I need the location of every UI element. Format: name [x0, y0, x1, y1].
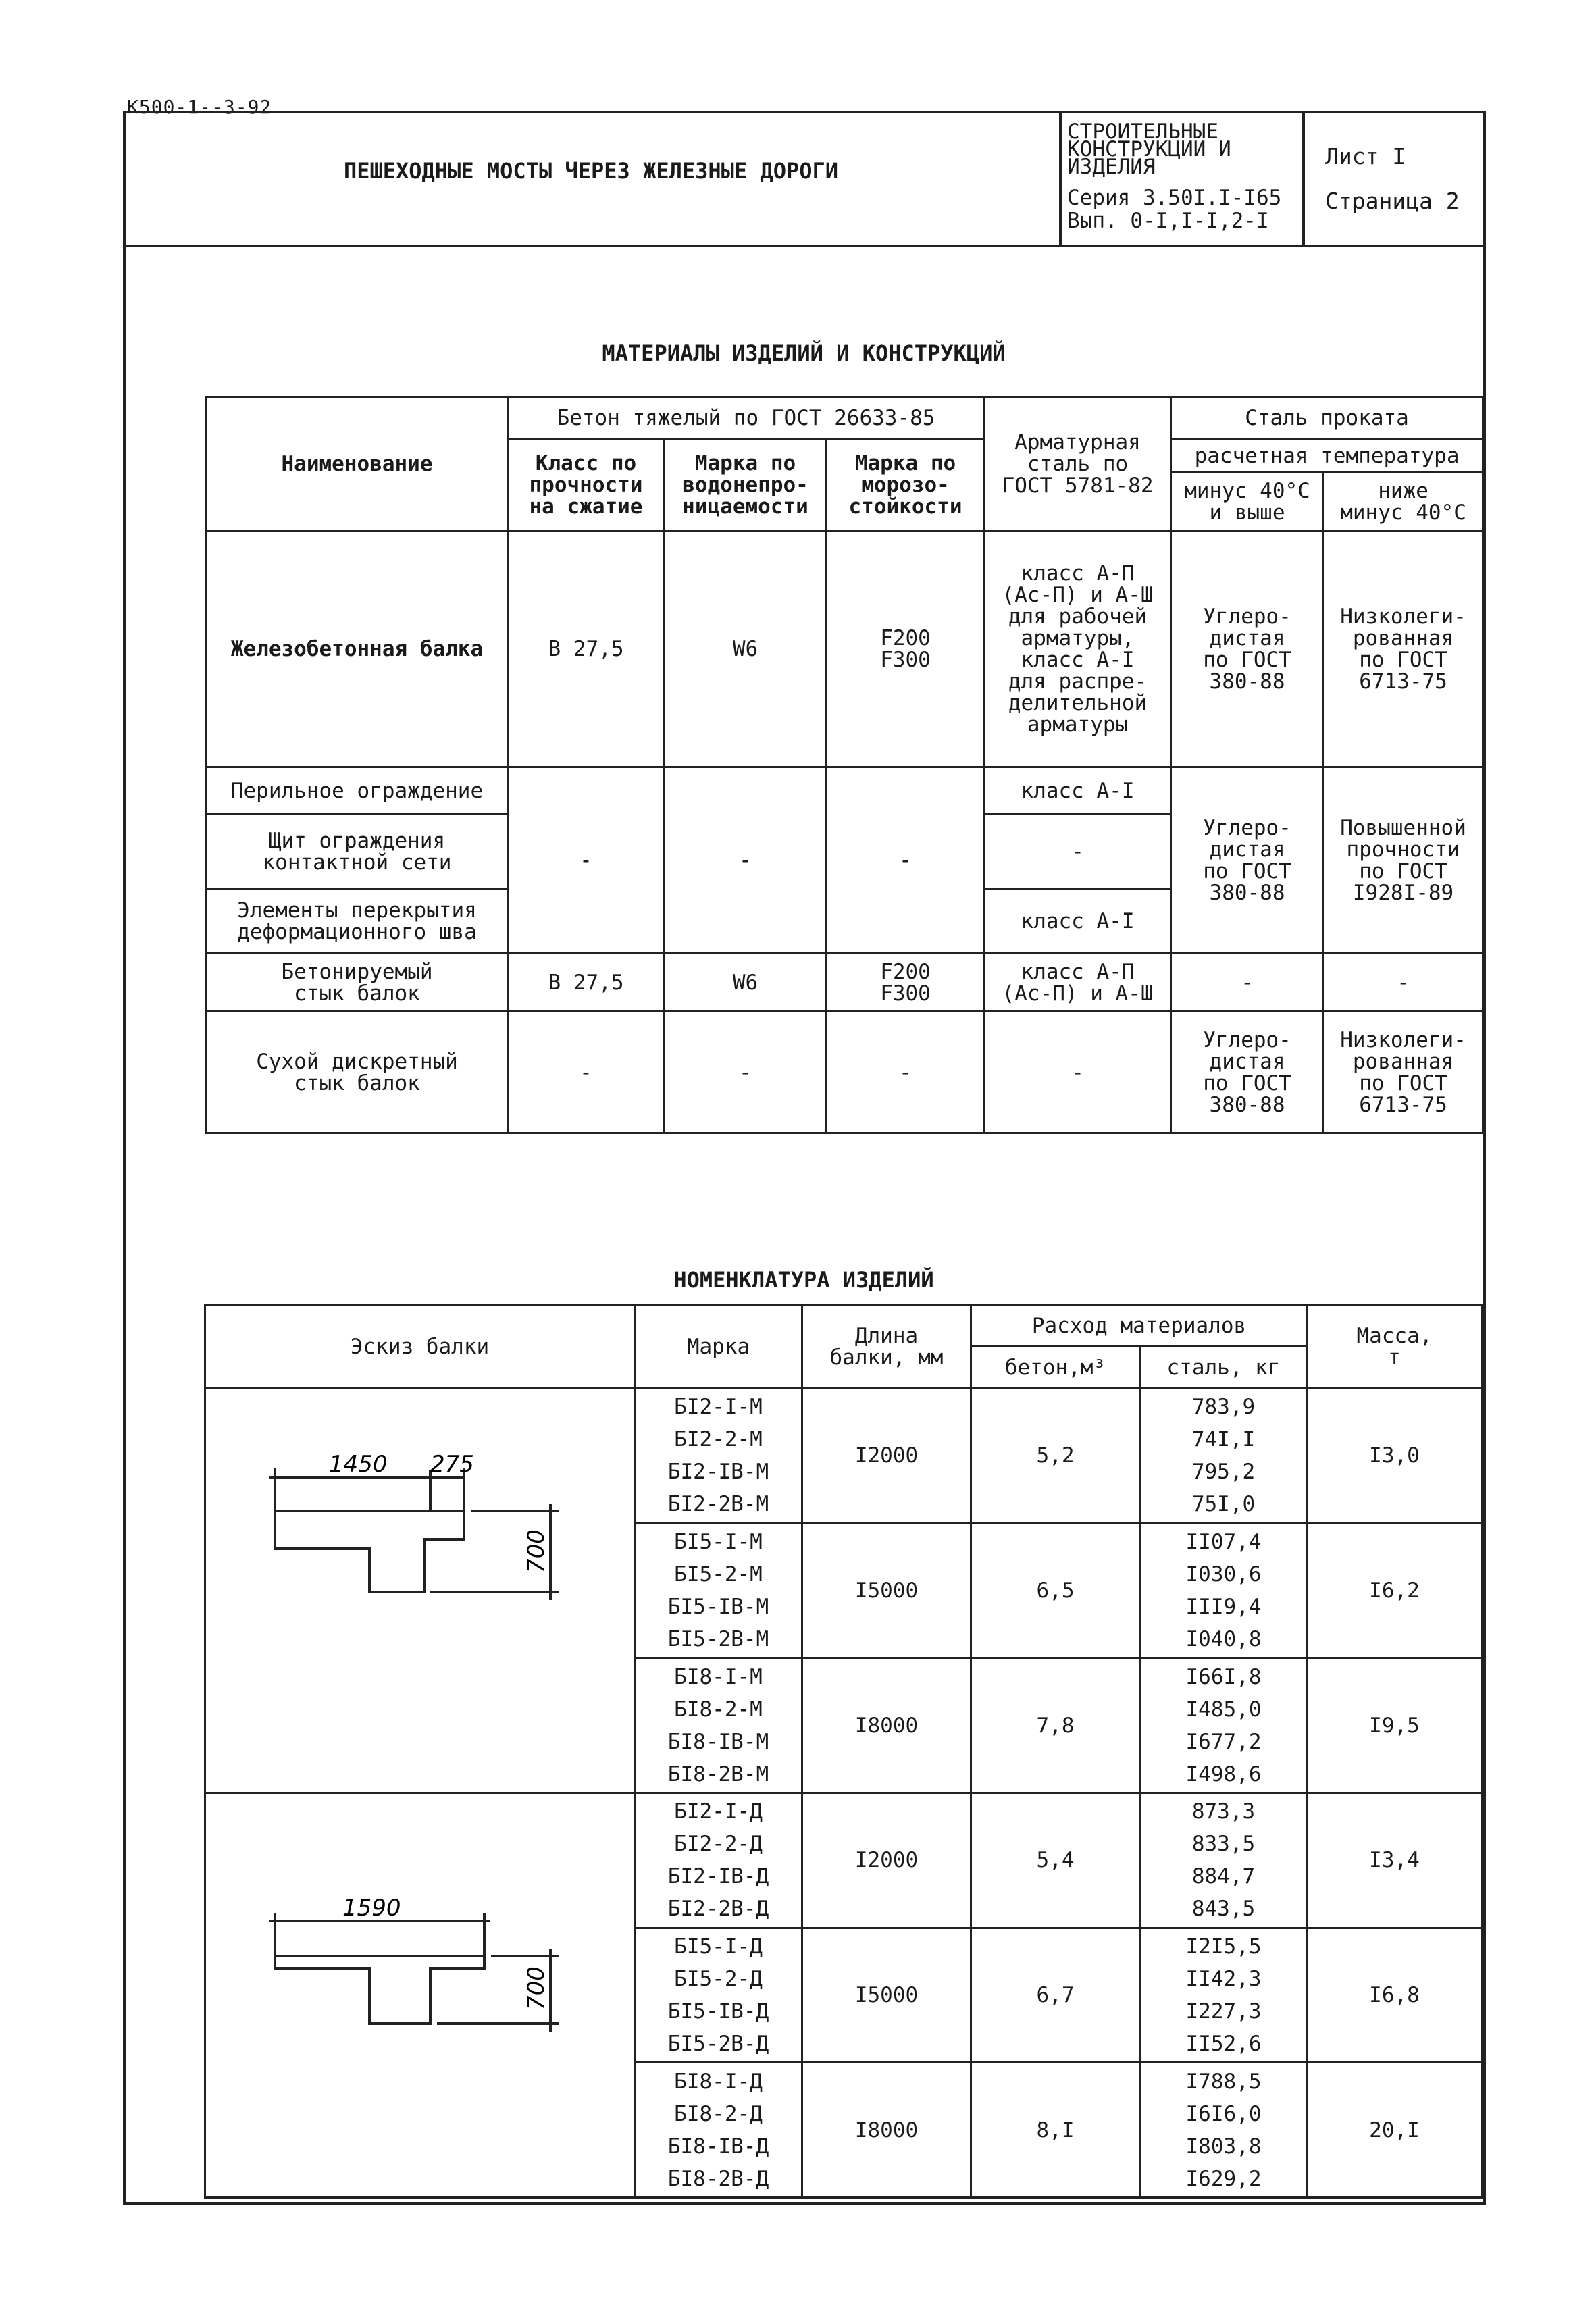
- length-cell: I8000: [802, 2063, 971, 2198]
- header-consumption: Расход материалов: [971, 1305, 1308, 1347]
- steel-item: I803,8: [1185, 2134, 1262, 2159]
- steel-item: 884,7: [1191, 1864, 1256, 1889]
- concrete-cell: 8,I: [971, 2063, 1140, 2198]
- header-concrete-volume: бетон,м³: [971, 1347, 1140, 1389]
- mark-item: БI8-2-Д: [674, 2101, 763, 2126]
- row-dry-joint-steel-below: Низколеги- рованная по ГОСТ 6713-75: [1324, 1012, 1483, 1133]
- dim-height-label: 700: [522, 1966, 550, 2010]
- header-rebar: Арматурная сталь по ГОСТ 5781-82: [985, 397, 1171, 531]
- materials-table: [205, 396, 1484, 1134]
- marks-cell: [635, 2063, 802, 2198]
- document-title: ПЕШЕХОДНЫЕ МОСТЫ ЧЕРЕЗ ЖЕЛЕЗНЫЕ ДОРОГИ: [343, 158, 839, 184]
- steel-item: 843,5: [1191, 1897, 1256, 1922]
- mass-cell: 20,I: [1308, 2063, 1482, 2198]
- mark-item: БI5-IВ-М: [667, 1594, 769, 1619]
- marks-cell: [635, 1793, 802, 1928]
- dim-height-label: 700: [522, 1529, 550, 1573]
- header-temp-above: минус 40°С и выше: [1171, 473, 1324, 531]
- nomenclature-title: НОМЕНКЛАТУРА ИЗДЕЛИЙ: [673, 1267, 934, 1293]
- steel-item: I629,2: [1185, 2166, 1262, 2191]
- steel-cell: [1140, 1389, 1308, 1524]
- header-steel-mass: сталь, кг: [1140, 1347, 1308, 1389]
- title-block-divider: [1059, 111, 1062, 246]
- row-beam-waterproof: W6: [665, 531, 827, 767]
- sketch-beam-d: [205, 1793, 635, 2198]
- mark-item: БI5-2-М: [674, 1562, 763, 1587]
- row-dry-joint-waterproof: -: [665, 1012, 827, 1133]
- header-name: Наименование: [207, 397, 508, 531]
- length-cell: I5000: [802, 1928, 971, 2063]
- t-beam-sketch: [207, 1794, 633, 2192]
- row-joint-cover-name: Элементы перекрытия деформационного шва: [207, 889, 508, 954]
- steel-item: 833,5: [1191, 1832, 1256, 1857]
- length-cell: I5000: [802, 1523, 971, 1658]
- row-dry-joint-rebar: -: [985, 1012, 1171, 1133]
- row-concrete-joint-waterproof: W6: [665, 954, 827, 1012]
- title-block-separator: [123, 245, 1486, 247]
- mark-item: БI8-IВ-М: [667, 1729, 769, 1754]
- row-joint-cover-rebar: класс А-I: [985, 889, 1171, 954]
- steel-item: 74I,I: [1191, 1427, 1256, 1452]
- title-block-divider: [1302, 111, 1305, 246]
- steel-item: I498,6: [1185, 1762, 1262, 1786]
- row-railing-rebar: класс А-I: [985, 767, 1171, 815]
- mark-item: БI2-IВ-Д: [667, 1864, 769, 1889]
- row-beam-strength: В 27,5: [508, 531, 665, 767]
- steel-item: 783,9: [1191, 1395, 1256, 1420]
- steel-item: 873,3: [1191, 1799, 1256, 1824]
- steel-item: I788,5: [1185, 2069, 1262, 2094]
- header-mass: Масса, т: [1308, 1305, 1482, 1389]
- mark-item: БI5-IВ-Д: [667, 1999, 769, 2024]
- steel-cell: [1140, 1658, 1308, 1793]
- mark-item: БI5-I-Д: [674, 1934, 763, 1959]
- mark-item: БI5-2-Д: [674, 1966, 763, 1991]
- mark-item: БI2-2-М: [674, 1427, 763, 1452]
- row-shield-name: Щит ограждения контактной сети: [207, 815, 508, 889]
- header-concrete: Бетон тяжелый по ГОСТ 26633-85: [508, 397, 985, 439]
- series-line: КОНСТРУКЦИИ И: [1067, 137, 1231, 161]
- steel-item: I030,6: [1185, 1562, 1262, 1587]
- row-beam-steel-below: Низколеги- рованная по ГОСТ 6713-75: [1324, 531, 1483, 767]
- concrete-cell: 6,7: [971, 1928, 1140, 2063]
- materials-title: МАТЕРИАЛЫ ИЗДЕЛИЙ И КОНСТРУКЦИЙ: [602, 340, 1006, 366]
- marks-cell: [635, 1658, 802, 1793]
- row-beam-frost: F200 F300: [827, 531, 985, 767]
- page-number: Страница 2: [1325, 188, 1460, 214]
- row-concrete-joint-name: Бетонируемый стык балок: [207, 954, 508, 1012]
- concrete-cell: 5,4: [971, 1793, 1140, 1928]
- dim-width-label: 1590: [342, 1895, 401, 1922]
- marks-cell: [635, 1928, 802, 2063]
- series-line: ИЗДЕЛИЯ: [1067, 155, 1156, 179]
- steel-item: I66I,8: [1185, 1664, 1262, 1689]
- row-concrete-joint-rebar: класс А-П (Аc-П) и А-Ш: [985, 954, 1171, 1012]
- dim-width-label: 1450: [328, 1451, 388, 1478]
- steel-item: I040,8: [1185, 1626, 1262, 1651]
- length-cell: I2000: [802, 1793, 971, 1928]
- document-code: К500-1--3-92: [127, 96, 272, 118]
- mark-item: БI8-2В-Д: [667, 2166, 769, 2191]
- sheet-number: Лист I: [1325, 143, 1406, 170]
- group-steel-below: Повышенной прочности по ГОСТ I928I-89: [1324, 767, 1483, 954]
- concrete-cell: 7,8: [971, 1658, 1140, 1793]
- dim-flange-label: 275: [430, 1451, 474, 1478]
- mark-item: БI8-2-М: [674, 1697, 763, 1722]
- row-dry-joint-steel-above: Углеро- дистая по ГОСТ 380-88: [1171, 1012, 1324, 1133]
- row-dry-joint-strength: -: [508, 1012, 665, 1133]
- steel-item: I485,0: [1185, 1697, 1262, 1722]
- group-frost: -: [827, 767, 985, 954]
- series-line: Серия 3.50I.I-I65: [1067, 186, 1282, 210]
- t-beam-sketch: [207, 1389, 633, 1788]
- length-cell: I8000: [802, 1658, 971, 1793]
- steel-item: II52,6: [1185, 2031, 1262, 2056]
- series-line: СТРОИТЕЛЬНЫЕ: [1067, 120, 1218, 144]
- mass-cell: I9,5: [1308, 1658, 1482, 1793]
- row-dry-joint-frost: -: [827, 1012, 985, 1133]
- row-beam-rebar: класс А-П (Аc-П) и А-Ш для рабочей арматуры, класс А-I для распре- делительной арматуры: [985, 531, 1171, 767]
- steel-item: I2I5,5: [1185, 1934, 1262, 1959]
- steel-item: I677,2: [1185, 1729, 1262, 1754]
- header-strength: Класс по прочности на сжатие: [508, 439, 665, 531]
- mark-item: БI8-2В-М: [667, 1762, 769, 1786]
- group-steel-above: Углеро- дистая по ГОСТ 380-88: [1171, 767, 1324, 954]
- sketch-beam-m: [205, 1389, 635, 1793]
- mark-item: БI5-2В-Д: [667, 2031, 769, 2056]
- steel-item: I227,3: [1185, 1999, 1262, 2024]
- mark-item: БI5-2В-М: [667, 1626, 769, 1651]
- steel-item: I6I6,0: [1185, 2101, 1262, 2126]
- mark-item: БI2-2-Д: [674, 1832, 763, 1857]
- mark-item: БI2-I-М: [674, 1395, 763, 1420]
- row-concrete-joint-frost: F200 F300: [827, 954, 985, 1012]
- mass-cell: I6,8: [1308, 1928, 1482, 2063]
- nomenclature-table: [204, 1304, 1483, 2199]
- series-line: Вып. 0-I,I-I,2-I: [1067, 209, 1269, 233]
- marks-cell: [635, 1523, 802, 1658]
- mark-item: БI8-I-Д: [674, 2069, 763, 2094]
- header-length: Длина балки, мм: [802, 1305, 971, 1389]
- mass-cell: I3,4: [1308, 1793, 1482, 1928]
- marks-cell: [635, 1389, 802, 1524]
- table-row: [205, 1389, 1482, 1524]
- mark-item: БI8-I-М: [674, 1664, 763, 1689]
- row-beam-name: Железобетонная балка: [207, 531, 508, 767]
- group-waterproof: -: [665, 767, 827, 954]
- row-railing-name: Перильное ограждение: [207, 767, 508, 815]
- length-cell: I2000: [802, 1389, 971, 1524]
- row-concrete-joint-steel-above: -: [1171, 954, 1324, 1012]
- mass-cell: I6,2: [1308, 1523, 1482, 1658]
- mark-item: БI2-2В-Д: [667, 1897, 769, 1922]
- mass-cell: I3,0: [1308, 1389, 1482, 1524]
- steel-item: II42,3: [1185, 1966, 1262, 1991]
- header-sketch: Эскиз балки: [205, 1305, 635, 1389]
- header-design-temp: расчетная температура: [1171, 439, 1483, 473]
- header-mark: Марка: [635, 1305, 802, 1389]
- header-frost: Марка по морозо- стойкости: [827, 439, 985, 531]
- group-strength: -: [508, 767, 665, 954]
- table-row: [205, 1793, 1482, 1928]
- row-shield-rebar: -: [985, 815, 1171, 889]
- steel-cell: [1140, 1793, 1308, 1928]
- header-waterproof: Марка по водонепро- ницаемости: [665, 439, 827, 531]
- steel-item: 795,2: [1191, 1460, 1256, 1485]
- mark-item: БI2-IВ-М: [667, 1460, 769, 1485]
- steel-item: III9,4: [1185, 1594, 1262, 1619]
- steel-item: II07,4: [1185, 1529, 1262, 1554]
- row-concrete-joint-steel-below: -: [1324, 954, 1483, 1012]
- mark-item: БI5-I-М: [674, 1529, 763, 1554]
- row-beam-steel-above: Углеро- дистая по ГОСТ 380-88: [1171, 531, 1324, 767]
- steel-cell: [1140, 1523, 1308, 1658]
- row-dry-joint-name: Сухой дискретный стык балок: [207, 1012, 508, 1133]
- steel-cell: [1140, 2063, 1308, 2198]
- header-steel: Сталь проката: [1171, 397, 1483, 439]
- mark-item: БI8-IВ-Д: [667, 2134, 769, 2159]
- concrete-cell: 6,5: [971, 1523, 1140, 1658]
- mark-item: БI2-2В-М: [667, 1492, 769, 1517]
- concrete-cell: 5,2: [971, 1389, 1140, 1524]
- steel-cell: [1140, 1928, 1308, 2063]
- row-concrete-joint-strength: В 27,5: [508, 954, 665, 1012]
- mark-item: БI2-I-Д: [674, 1799, 763, 1824]
- header-temp-below: ниже минус 40°С: [1324, 473, 1483, 531]
- steel-item: 75I,0: [1191, 1492, 1256, 1517]
